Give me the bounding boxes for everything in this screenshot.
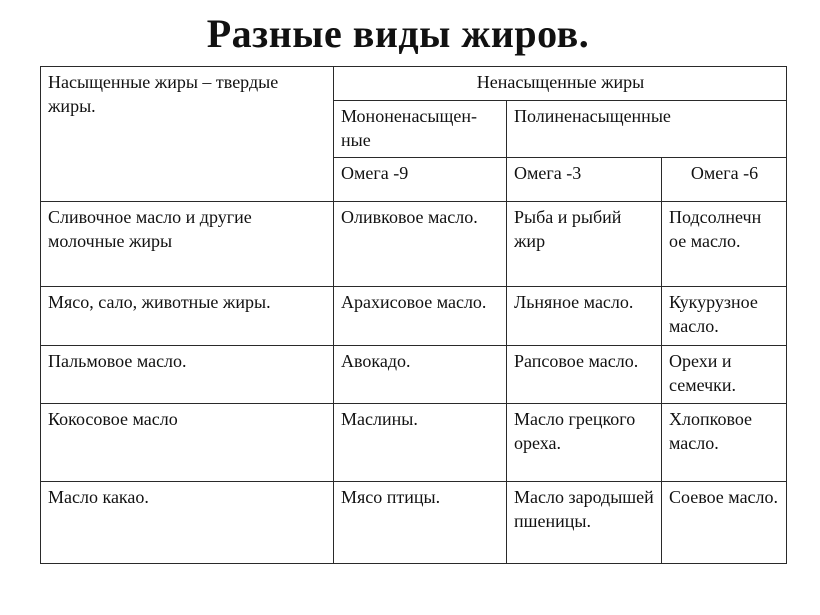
cell-saturated: Мясо, сало, животные жиры. <box>41 287 334 346</box>
header-omega3: Омега -3 <box>507 158 662 202</box>
header-saturated: Насыщенные жиры – твердые жиры. <box>41 67 334 202</box>
cell-omega9: Мясо птицы. <box>334 482 507 564</box>
header-unsaturated: Ненасыщенные жиры <box>334 67 787 101</box>
cell-saturated: Масло какао. <box>41 482 334 564</box>
cell-omega3: Рыба и рыбий жир <box>507 202 662 287</box>
cell-omega6: Хлопковое масло. <box>662 404 787 482</box>
table-row <box>41 482 787 564</box>
table-row <box>41 346 787 404</box>
table-row <box>41 287 787 346</box>
cell-omega3: Льняное масло. <box>507 287 662 346</box>
header-omega9: Омега -9 <box>334 158 507 202</box>
header-poly: Полиненасыщенные <box>507 101 787 158</box>
cell-omega9: Оливковое масло. <box>334 202 507 287</box>
table-row <box>41 202 787 287</box>
cell-saturated: Кокосовое масло <box>41 404 334 482</box>
cell-omega6: Орехи и семечки. <box>662 346 787 404</box>
header-omega6: Омега -6 <box>662 158 787 202</box>
fats-table <box>40 66 787 564</box>
cell-saturated: Сливочное масло и другие молочные жиры <box>41 202 334 287</box>
cell-saturated: Пальмовое масло. <box>41 346 334 404</box>
cell-omega9: Маслины. <box>334 404 507 482</box>
cell-omega9: Арахисовое масло. <box>334 287 507 346</box>
cell-omega3: Масло зародышей пшеницы. <box>507 482 662 564</box>
page-title: Разные виды жиров. <box>206 11 590 56</box>
cell-omega6: Подсолнечн ое масло. <box>662 202 787 287</box>
table-row <box>41 404 787 482</box>
cell-omega3: Рапсовое масло. <box>507 346 662 404</box>
cell-omega9: Авокадо. <box>334 346 507 404</box>
header-mono: Мононенасыщен-ные <box>334 101 507 158</box>
cell-omega6: Соевое масло. <box>662 482 787 564</box>
cell-omega3: Масло грецкого ореха. <box>507 404 662 482</box>
header-row-1 <box>41 67 787 101</box>
cell-omega6: Кукурузное масло. <box>662 287 787 346</box>
